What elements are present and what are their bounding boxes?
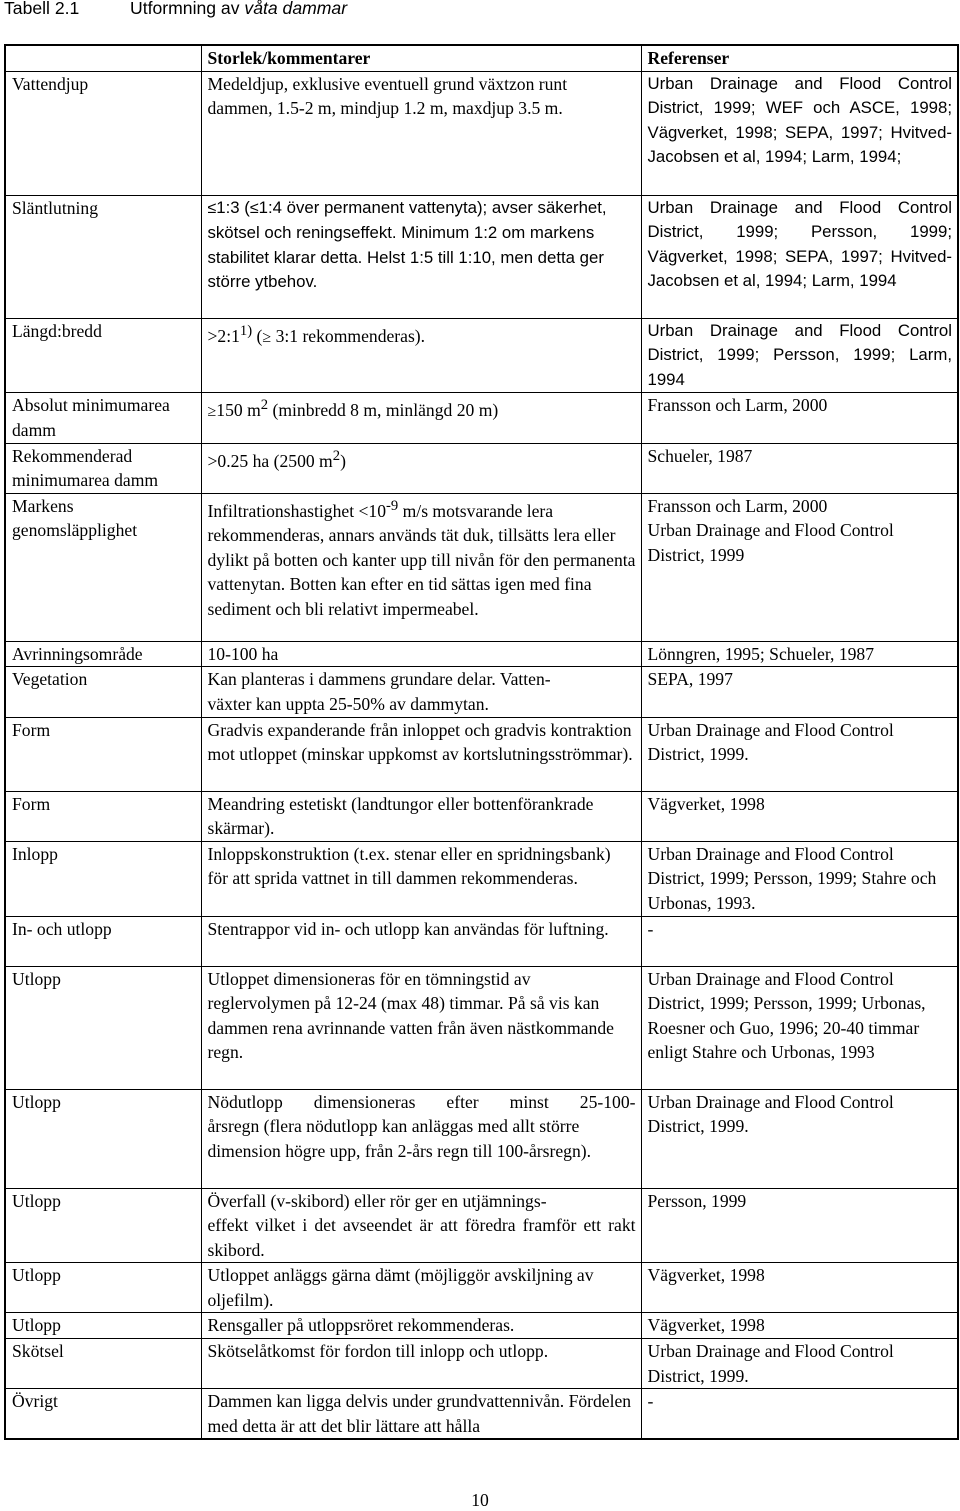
table-number: Tabell 2.1	[4, 0, 80, 18]
parameter-cell: In- och utlopp	[5, 916, 201, 966]
less-equal-symbol: ≤	[249, 199, 259, 217]
table-row	[5, 1188, 958, 1263]
references-cell: Persson, 1999	[641, 1188, 958, 1263]
comment-cell: Kan planteras i dammens grundare delar. Vatten- växter kan uppta 25-50% av dammytan.	[201, 667, 641, 717]
comment-cell: Inloppskonstruktion (t.ex. stenar eller en spridningsbank) för att sprida vattnet in till dammen rekommenderas.	[201, 841, 641, 916]
parameter-cell: Utlopp	[5, 1313, 201, 1339]
parameter-cell: Inlopp	[5, 841, 201, 916]
comment-cell: Infiltrationshastighet $<10^{-9}$ m/s motsvarande lera rekommenderas, annars används tät duk, tillsätts lera eller dylikt på botten och kanter upp till nivån för den permanenta vattenytan. Botten kan efter en tid sättas igen med fina sediment och bli relativt impermeabel.	[201, 493, 641, 641]
references-cell: Urban Drainage and Flood Control District, 1999.	[641, 717, 958, 791]
table-row	[5, 318, 958, 393]
comment-cell: Medeldjup, exklusive eventuell grund växtzon runt dammen, 1.5-2 m, mindjup 1.2 m, maxdjup 3.5 m.	[201, 71, 641, 195]
parameter-cell: Vegetation	[5, 667, 201, 717]
references-cell: Vägverket, 1998	[641, 1313, 958, 1339]
header-references: Referenser	[641, 45, 958, 71]
table-row	[5, 1089, 958, 1188]
comment-cell: Stentrappor vid in- och utlopp kan användas för luftning.	[201, 916, 641, 966]
comment-cell: ≥150 $m^2$ (minbredd 8 m, minlängd 20 m)	[201, 393, 641, 443]
table-title: Utformning av våta dammar	[130, 0, 348, 18]
comment-cell: Nödutlopp dimensioneras efter minst 25-100- årsregn (flera nödutlopp kan anläggas med allt större dimension högre upp, från 2-års regn till 100-årsregn).	[201, 1089, 641, 1188]
parameter-cell: Utlopp	[5, 966, 201, 1089]
table-row	[5, 841, 958, 916]
header-comment: Storlek/kommentarer	[201, 45, 641, 71]
comment-cell: Överfall (v-skibord) eller rör ger en utjämnings- effekt vilket i det avseendet är att föredra framför ett rakt skibord.	[201, 1188, 641, 1263]
parameter-cell: Längd:bredd	[5, 318, 201, 393]
parameter-cell: Absolut minimumarea damm	[5, 393, 201, 443]
comment-cell: >0.25 ha (2500 $m^2$)	[201, 443, 641, 493]
references-cell: Lönngren, 1995; Schueler, 1987	[641, 641, 958, 667]
references-cell: Fransson och Larm, 2000	[641, 393, 958, 443]
references-cell: Urban Drainage and Flood Control District, 1999.	[641, 1339, 958, 1389]
table-row	[5, 1339, 958, 1389]
table-row	[5, 1313, 958, 1339]
greater-equal-symbol: ≥	[262, 328, 272, 346]
parameter-cell: Rekommenderad minimumarea damm	[5, 443, 201, 493]
table-row	[5, 443, 958, 493]
design-table	[4, 44, 959, 1440]
table-row	[5, 195, 958, 318]
table-row	[5, 1263, 958, 1313]
comment-cell: Utloppet anläggs gärna dämt (möjliggör avskiljning av oljefilm).	[201, 1263, 641, 1313]
parameter-cell: Utlopp	[5, 1089, 201, 1188]
references-cell: Urban Drainage and Flood Control District, 1999; Persson, 1999; Vägverket, 1998; SEPA, 1997; Hvitved-Jacobsen et al, 1994; Larm, 1994	[641, 195, 958, 318]
table-row	[5, 667, 958, 717]
references-cell: -	[641, 916, 958, 966]
table-caption	[4, 0, 347, 19]
parameter-cell: Form	[5, 717, 201, 791]
greater-equal-symbol: ≥	[207, 403, 217, 421]
parameter-cell: Vattendjup	[5, 71, 201, 195]
comment-cell: Gradvis expanderande från inloppet och gradvis kontraktion mot utloppet (minskar uppkomst av kortslutningsströmmar).	[201, 717, 641, 791]
less-equal-symbol: ≤	[207, 199, 217, 217]
references-cell: Vägverket, 1998	[641, 1263, 958, 1313]
references-cell: Urban Drainage and Flood Control District, 1999.	[641, 1089, 958, 1188]
parameter-cell: Markens genomsläpplighet	[5, 493, 201, 641]
parameter-cell: Skötsel	[5, 1339, 201, 1389]
references-cell: Vägverket, 1998	[641, 791, 958, 841]
parameter-cell: Form	[5, 791, 201, 841]
comment-cell: Rensgaller på utloppsröret rekommenderas.	[201, 1313, 641, 1339]
parameter-cell: Avrinningsområde	[5, 641, 201, 667]
comment-cell: Meandring estetiskt (landtungor eller bottenförankrade skärmar).	[201, 791, 641, 841]
comment-cell: ≤1:3 (≤1:4 över permanent vattenyta); avser säkerhet, skötsel och reningseffekt. Minimum 1:2 om markens stabilitet klarar detta. Helst 1:5 till 1:10, men detta ger större ytbehov.	[201, 195, 641, 318]
references-cell: Urban Drainage and Flood Control District, 1999; Persson, 1999; Urbonas, Roesner och Guo, 1996; 20-40 timmar enligt Stahre och Urbonas, 1993	[641, 966, 958, 1089]
references-cell: Urban Drainage and Flood Control District, 1999; WEF och ASCE, 1998; Vägverket, 1998; SEPA, 1997; Hvitved-Jacobsen et al, 1994; Larm, 1994;	[641, 71, 958, 195]
table-row	[5, 791, 958, 841]
page-number: 10	[471, 1490, 489, 1510]
parameter-cell: Utlopp	[5, 1188, 201, 1263]
comment-cell: 10-100 ha	[201, 641, 641, 667]
comment-cell: Skötselåtkomst för fordon till inlopp och utlopp.	[201, 1339, 641, 1389]
table-row	[5, 641, 958, 667]
table-row	[5, 916, 958, 966]
references-cell: Schueler, 1987	[641, 443, 958, 493]
references-cell: Urban Drainage and Flood Control District, 1999; Persson, 1999; Larm, 1994	[641, 318, 958, 393]
parameter-cell: Övrigt	[5, 1389, 201, 1440]
parameter-cell: Utlopp	[5, 1263, 201, 1313]
table-row	[5, 966, 958, 1089]
table-row	[5, 493, 958, 641]
parameter-cell: Släntlutning	[5, 195, 201, 318]
references-cell: SEPA, 1997	[641, 667, 958, 717]
references-cell: -	[641, 1389, 958, 1440]
table-row	[5, 71, 958, 195]
comment-cell: Utloppet dimensioneras för en tömningstid av reglervolymen på 12-24 (max 48) timmar. På så vis kan dammen rena avrinnande vatten från även nästkommande regn.	[201, 966, 641, 1089]
header-row	[5, 45, 958, 71]
table-row	[5, 717, 958, 791]
comment-cell: $>2:1^{1)}$ (≥ 3:1 rekommenderas).	[201, 318, 641, 393]
header-parameter	[5, 45, 201, 71]
comment-cell: Dammen kan ligga delvis under grundvattennivån. Fördelen med detta är att det blir lättare att hålla	[201, 1389, 641, 1440]
table-row	[5, 1389, 958, 1440]
references-cell: Fransson och Larm, 2000 Urban Drainage and Flood Control District, 1999	[641, 493, 958, 641]
table-row	[5, 393, 958, 443]
references-cell: Urban Drainage and Flood Control District, 1999; Persson, 1999; Stahre och Urbonas, 1993.	[641, 841, 958, 916]
